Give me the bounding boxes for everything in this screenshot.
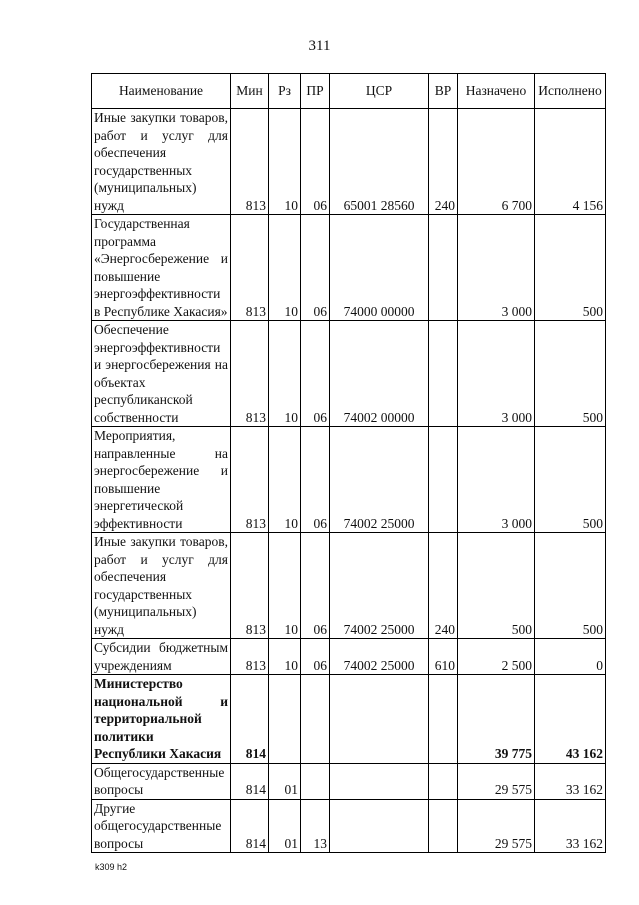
table-row (92, 639, 606, 675)
header-pr: ПР (301, 74, 330, 109)
table-row (92, 763, 606, 799)
row-executed: 500 (535, 215, 606, 321)
table-row (92, 675, 606, 764)
row-name: Общегосударственные вопросы (92, 763, 231, 799)
row-csr (330, 799, 429, 853)
row-csr (330, 675, 429, 764)
row-min: 813 (231, 533, 269, 639)
row-pr: 06 (301, 639, 330, 675)
table-row (92, 215, 606, 321)
row-executed: 500 (535, 321, 606, 427)
row-name: Иные закупки товаров, работ и услуг для обеспечения государственных (муниципальных) нужд (92, 109, 231, 215)
row-assigned: 500 (458, 533, 535, 639)
table-row (92, 799, 606, 853)
row-pr: 06 (301, 427, 330, 533)
row-executed: 500 (535, 533, 606, 639)
row-pr (301, 763, 330, 799)
header-executed: Исполнено (535, 74, 606, 109)
row-vr (429, 321, 458, 427)
header-name: Наименование (92, 74, 231, 109)
row-assigned: 3 000 (458, 321, 535, 427)
table-row (92, 533, 606, 639)
table-row (92, 109, 606, 215)
row-vr: 610 (429, 639, 458, 675)
row-assigned: 2 500 (458, 639, 535, 675)
table-row (92, 427, 606, 533)
row-csr: 65001 28560 (330, 109, 429, 215)
row-min: 813 (231, 109, 269, 215)
row-executed: 4 156 (535, 109, 606, 215)
row-rz: 01 (269, 763, 301, 799)
table-row (92, 321, 606, 427)
row-assigned: 39 775 (458, 675, 535, 764)
row-min: 813 (231, 427, 269, 533)
row-name: Министерство национальной и территориальной политики Республики Хакасия (92, 675, 231, 764)
row-executed: 33 162 (535, 763, 606, 799)
row-rz: 01 (269, 799, 301, 853)
row-rz: 10 (269, 533, 301, 639)
row-name: Субсидии бюджетным учреждениям (92, 639, 231, 675)
header-vr: ВР (429, 74, 458, 109)
row-vr: 240 (429, 109, 458, 215)
row-rz: 10 (269, 639, 301, 675)
row-vr: 240 (429, 533, 458, 639)
row-csr (330, 763, 429, 799)
row-min: 814 (231, 763, 269, 799)
row-name: Государственная программа «Энергосбережение и повышение энергоэффективности в Республике Хакасия» (92, 215, 231, 321)
row-vr (429, 763, 458, 799)
header-csr: ЦСР (330, 74, 429, 109)
row-pr (301, 675, 330, 764)
budget-table (91, 73, 606, 853)
row-min: 813 (231, 215, 269, 321)
row-assigned: 29 575 (458, 799, 535, 853)
row-csr: 74002 25000 (330, 639, 429, 675)
row-min: 814 (231, 675, 269, 764)
row-executed: 0 (535, 639, 606, 675)
row-assigned: 3 000 (458, 215, 535, 321)
row-pr: 06 (301, 215, 330, 321)
row-rz: 10 (269, 321, 301, 427)
row-pr: 13 (301, 799, 330, 853)
row-name: Мероприятия, направленные на энергосбережение и повышение энергетической эффективности (92, 427, 231, 533)
row-rz: 10 (269, 427, 301, 533)
row-pr: 06 (301, 109, 330, 215)
row-pr: 06 (301, 533, 330, 639)
row-executed: 43 162 (535, 675, 606, 764)
row-rz: 10 (269, 215, 301, 321)
header-min: Мин (231, 74, 269, 109)
row-csr: 74002 25000 (330, 427, 429, 533)
row-min: 813 (231, 321, 269, 427)
row-min: 814 (231, 799, 269, 853)
row-name: Обеспечение энергоэффективности и энергосбережения на объектах республиканской собственности (92, 321, 231, 427)
row-pr: 06 (301, 321, 330, 427)
row-vr (429, 215, 458, 321)
row-csr: 74002 00000 (330, 321, 429, 427)
row-executed: 500 (535, 427, 606, 533)
row-executed: 33 162 (535, 799, 606, 853)
row-vr (429, 675, 458, 764)
row-csr: 74000 00000 (330, 215, 429, 321)
footer-code: k309 h2 (95, 862, 128, 872)
row-vr (429, 799, 458, 853)
row-csr: 74002 25000 (330, 533, 429, 639)
row-assigned: 29 575 (458, 763, 535, 799)
row-rz: 10 (269, 109, 301, 215)
row-assigned: 6 700 (458, 109, 535, 215)
row-assigned: 3 000 (458, 427, 535, 533)
row-min: 813 (231, 639, 269, 675)
page-number: 311 (308, 38, 331, 54)
header-row (92, 74, 606, 109)
row-vr (429, 427, 458, 533)
row-name: Иные закупки товаров, работ и услуг для обеспечения государственных (муниципальных) нужд (92, 533, 231, 639)
row-name: Другие общегосударственные вопросы (92, 799, 231, 853)
header-assigned: Назначено (458, 74, 535, 109)
row-rz (269, 675, 301, 764)
header-rz: Рз (269, 74, 301, 109)
